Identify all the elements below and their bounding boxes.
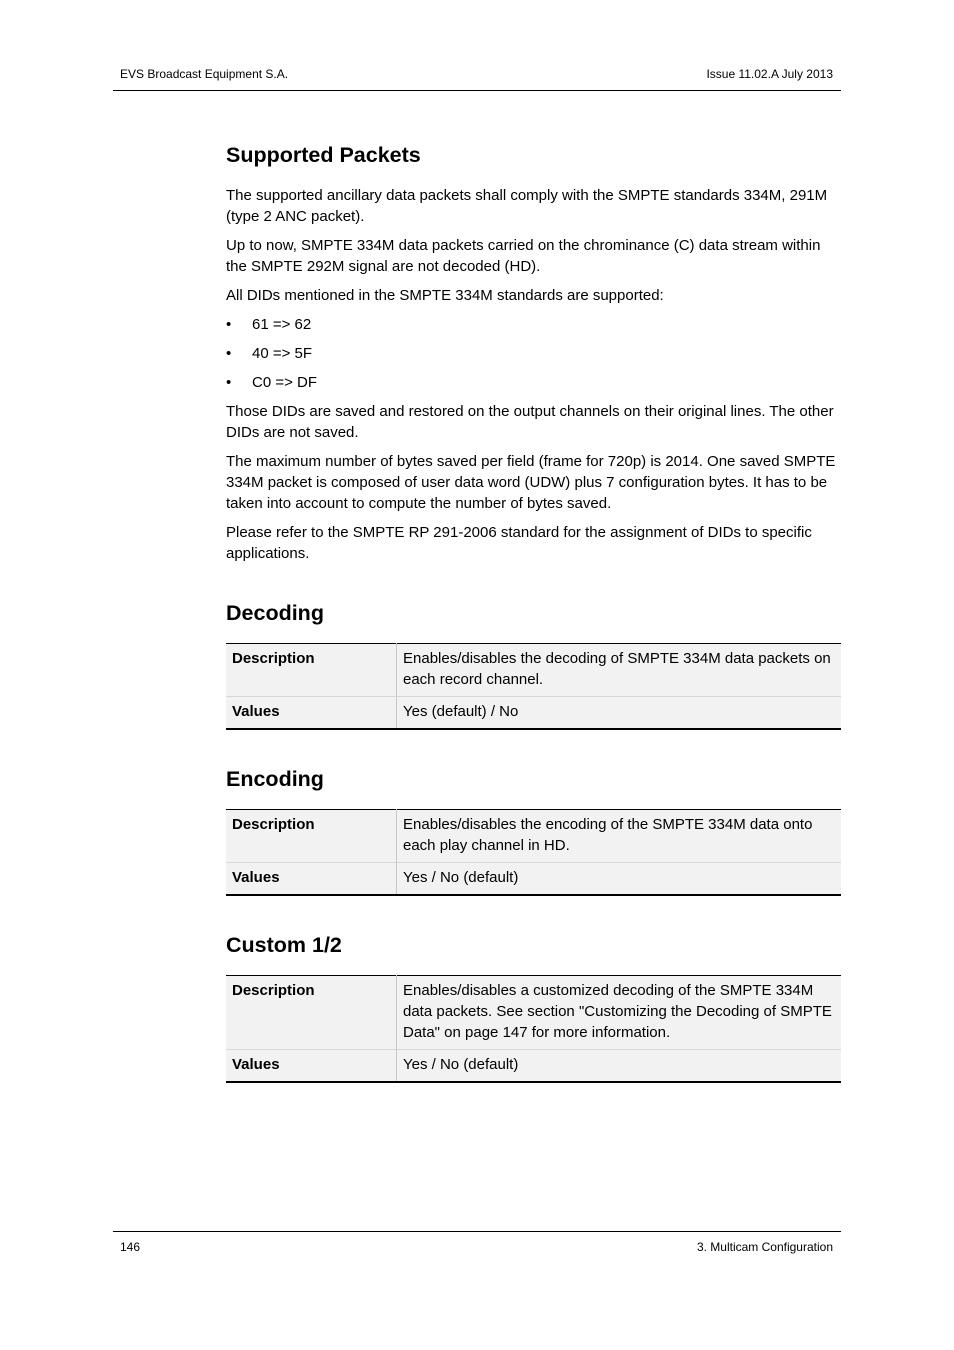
paragraph: Please refer to the SMPTE RP 291-2006 standard for the assignment of DIDs to specific applications.	[226, 524, 812, 562]
row-value: Enables/disables the decoding of SMPTE 334M data packets on each record channel.	[397, 644, 842, 697]
page-header	[113, 64, 841, 91]
row-key: Description	[226, 644, 397, 697]
table-row	[226, 1050, 841, 1083]
paragraph: Those DIDs are saved and restored on the output channels on their original lines. The other DIDs are not saved.	[226, 403, 834, 441]
row-value: Enables/disables a customized decoding of the SMPTE 334M data packets. See section "Customizing the Decoding of SMPTE Data" on page 147 for more information.	[397, 976, 842, 1050]
page-number: 146	[120, 1240, 141, 1254]
chapter-title: 3. Multicam Configuration	[696, 1240, 833, 1254]
section-title-supported-packets: Supported Packets	[226, 143, 421, 167]
list-item	[226, 314, 841, 335]
section-title-encoding: Encoding	[226, 767, 324, 791]
paragraph: Up to now, SMPTE 334M data packets carried on the chrominance (C) data stream within the SMPTE 292M signal are not decoded (HD).	[226, 237, 821, 275]
row-key: Description	[226, 810, 397, 863]
section-title-custom: Custom 1/2	[226, 933, 342, 957]
header-issue: Issue 11.02.A July 2013	[706, 67, 833, 81]
list-item	[226, 372, 841, 393]
bullet-icon: •	[226, 316, 232, 333]
custom-parameter-table	[226, 975, 841, 1083]
section-title-decoding: Decoding	[226, 601, 324, 625]
paragraph: The supported ancillary data packets shall comply with the SMPTE standards 334M, 291M (type 2 ANC packet).	[226, 187, 828, 225]
encoding-parameter-table	[226, 809, 841, 896]
bullet-icon: •	[226, 345, 232, 362]
page-content	[226, 140, 841, 1083]
paragraph: The maximum number of bytes saved per field (frame for 720p) is 2014. One saved SMPTE 334M packet is composed of user data word (UDW) plus 7 configuration bytes. It has to be taken into account to compute the number of bytes saved.	[226, 453, 836, 512]
table-row	[226, 697, 841, 730]
table-row	[226, 863, 841, 896]
paragraph: All DIDs mentioned in the SMPTE 334M standards are supported:	[226, 287, 664, 304]
table-row	[226, 810, 841, 863]
list-item	[226, 343, 841, 364]
header-company: EVS Broadcast Equipment S.A.	[120, 67, 289, 81]
row-value: Yes / No (default)	[403, 869, 519, 886]
row-key: Values	[226, 697, 397, 730]
list-item-text: 61 => 62	[252, 316, 312, 333]
list-item-text: 40 => 5F	[252, 345, 313, 362]
page-footer	[113, 1231, 841, 1254]
list-item-text: C0 => DF	[252, 374, 318, 391]
row-key: Description	[226, 976, 397, 1050]
table-row	[226, 644, 841, 697]
row-value: Yes (default) / No	[403, 703, 519, 720]
row-value: Yes / No (default)	[403, 1056, 519, 1073]
bullet-icon: •	[226, 374, 232, 391]
decoding-parameter-table	[226, 643, 841, 730]
row-key: Values	[226, 1050, 397, 1083]
row-key: Values	[226, 863, 397, 896]
row-value: Enables/disables the encoding of the SMPTE 334M data onto each play channel in HD.	[397, 810, 842, 863]
table-row	[226, 976, 841, 1050]
did-list	[226, 314, 841, 393]
